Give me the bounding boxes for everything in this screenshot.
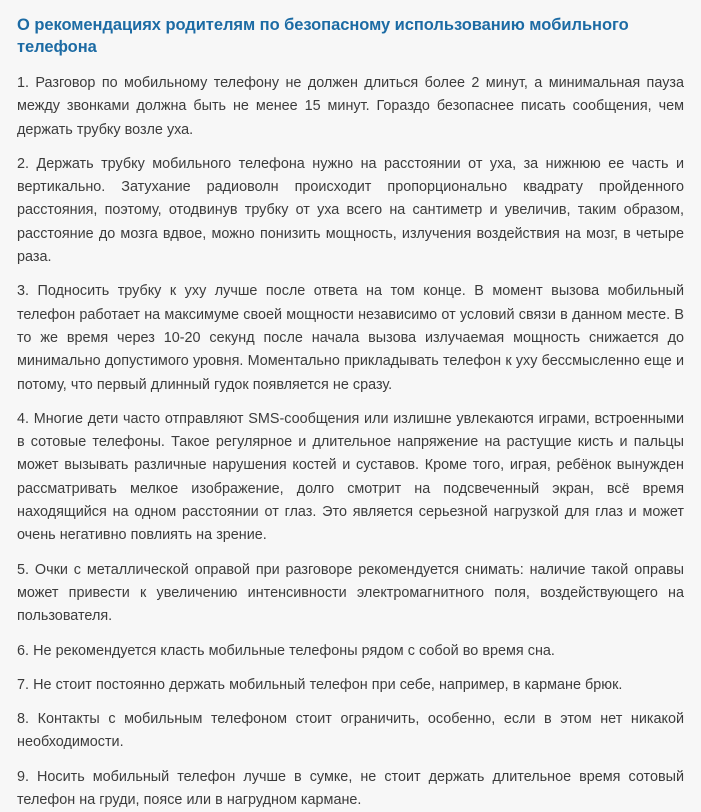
paragraph-6: 6. Не рекомендуется класть мобильные телефоны рядом с собой во время сна.: [17, 642, 555, 659]
paragraph-9: 9. Носить мобильный телефон лучше в сумке, не стоит держать длительное время сотовый телефон на груди, поясе или в нагрудном кармане.: [17, 768, 684, 809]
paragraph-3: 3. Подносить трубку к уху лучше после ответа на том конце. В момент вызова мобильный телефон работает на максимуме своей мощности независимо от условий связи в данном месте. В то же время через 10-20 секунд после начала вызова излучаемая мощность снижается до минимально допустимого уровня. Моментально прикладывать телефон к уху бессмысленно еще и потому, что первый длинный гудок появляется не сразу.: [17, 283, 684, 393]
paragraph-4: 4. Многие дети часто отправляют SMS-сообщения или излишне увлекаются играми, встроенными в сотовые телефоны. Такое регулярное и длительное напряжение на растущие кисть и пальцы может вызывать различные нарушения костей и суставов. Кроме того, играя, ребёнок вынужден рассматривать мелкое изображение, долго смотрит на подсвеченный экран, всё время находящийся на одном расстоянии от глаз. Это является серьезной нагрузкой для глаз и может очень негативно повлиять на зрение.: [17, 410, 684, 544]
page-title: О рекомендациях родителям по безопасному использованию мобильного телефона: [17, 16, 629, 56]
paragraph-1: 1. Разговор по мобильному телефону не должен длиться более 2 минут, а минимальная пауза между звонками должна быть не менее 15 минут. Гораздо безопаснее писать сообщения, чем держать трубку возле уха.: [17, 75, 684, 138]
paragraph-2: 2. Держать трубку мобильного телефона нужно на расстоянии от уха, за нижнюю ее часть и вертикально. Затухание радиоволн происходит пропорционально квадрату пройденного расстояния, поэтому, отодвинув трубку от уха всего на сантиметр и увеличив, таким образом, расстояние до мозга вдвое, можно понизить мощность, излучения воздействия на мозг, в четыре раза.: [17, 155, 684, 266]
article-body: [17, 72, 684, 812]
paragraph-7: 7. Не стоит постоянно держать мобильный телефон при себе, например, в кармане брюк.: [17, 676, 623, 693]
paragraph-8: 8. Контакты с мобильным телефоном стоит ограничить, особенно, если в этом нет никакой необходимости.: [17, 711, 684, 751]
paragraph-5: 5. Очки с металлической оправой при разговоре рекомендуется снимать: наличие такой оправы может привести к увеличению интенсивности электромагнитного поля, воздействующего на пользователя.: [17, 561, 684, 625]
